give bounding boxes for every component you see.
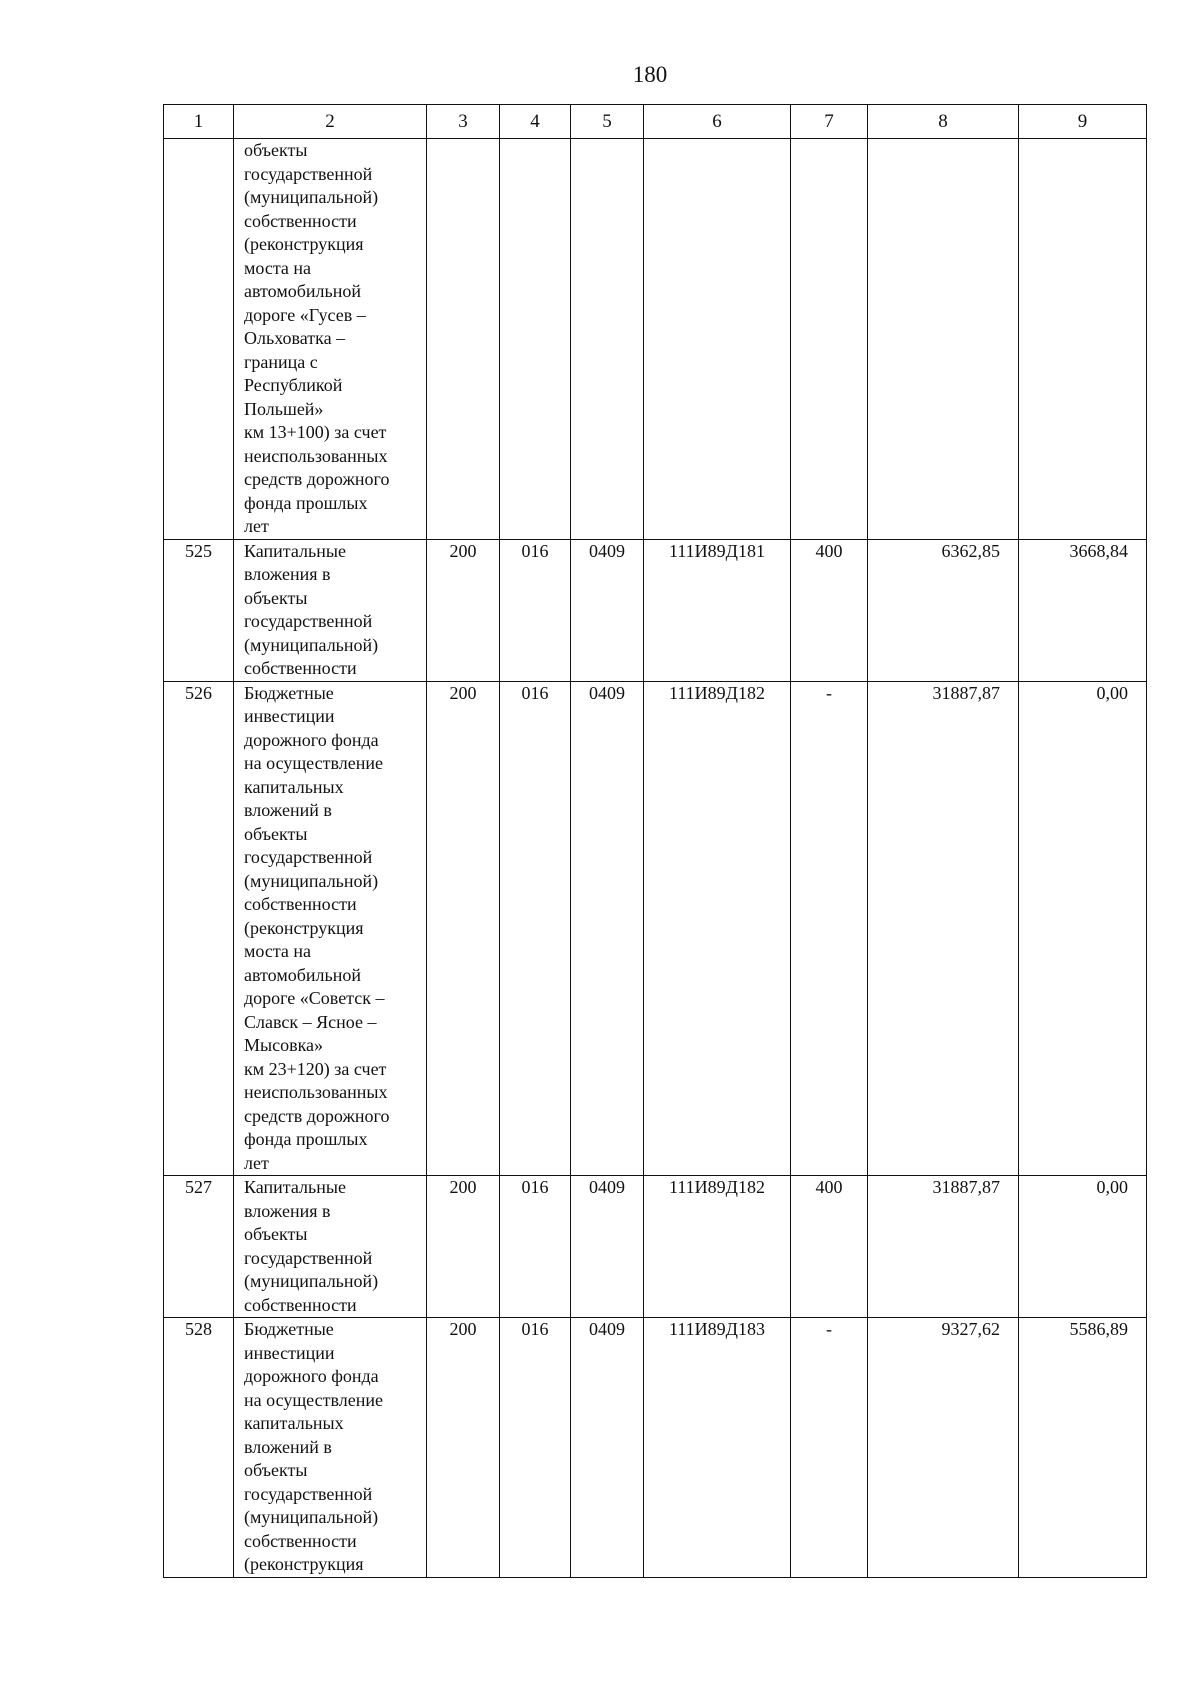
description-line: автомобильной [244, 964, 361, 985]
cell-ministry: 016 [500, 539, 571, 681]
cell-row-number: 527 [164, 1176, 234, 1318]
cell-expense-type [791, 139, 868, 540]
cell-amount-1 [868, 139, 1019, 540]
description-line: объекты [244, 823, 308, 844]
description-line: собственности [244, 210, 357, 231]
cell-amount-1: 9327,62 [868, 1318, 1019, 1578]
budget-table [163, 104, 1147, 1578]
description-line: (реконструкция [244, 234, 364, 254]
description-line: государственной [244, 611, 373, 631]
table-row [164, 539, 1147, 681]
description-line: (муниципальной) [244, 870, 379, 891]
header-col-6: 6 [644, 105, 791, 139]
cell-target-article: 111И89Д181 [644, 539, 791, 681]
cell-section: 200 [427, 681, 500, 1176]
header-col-1: 1 [164, 105, 234, 139]
header-col-7: 7 [791, 105, 868, 139]
cell-section: 200 [427, 1318, 500, 1578]
cell-row-number: 528 [164, 1318, 234, 1578]
description-line: (муниципальной) [244, 634, 379, 655]
description-line: средств дорожного [244, 1105, 390, 1126]
description-line: Славск – Ясное – [244, 1011, 377, 1032]
page-number: 180 [632, 62, 668, 87]
description-line: (муниципальной) [244, 1271, 379, 1291]
cell-ministry [500, 139, 571, 540]
description-line: инвестиции [244, 706, 335, 726]
description-line: Мысовка» [244, 1035, 324, 1055]
description-line: дороге «Советск – [244, 988, 385, 1008]
description-line: дороге «Гусев – [244, 304, 366, 325]
cell-amount-2 [1019, 139, 1147, 540]
description-line: собственности [244, 1294, 357, 1315]
cell-amount-1: 6362,85 [868, 539, 1019, 681]
description-line: Польшей» [244, 398, 324, 419]
cell-row-number [164, 139, 234, 540]
cell-subsection: 0409 [571, 681, 644, 1176]
cell-amount-1: 31887,87 [868, 1176, 1019, 1318]
table-row [164, 139, 1147, 540]
description-line: государственной [244, 847, 373, 867]
cell-description [234, 1318, 427, 1578]
cell-subsection: 0409 [571, 539, 644, 681]
description-line: дорожного фонда [244, 1366, 379, 1386]
description-line: Ольховатка – [244, 328, 346, 348]
cell-description [234, 139, 427, 540]
cell-expense-type: 400 [791, 539, 868, 681]
cell-expense-type: - [791, 681, 868, 1176]
description-line: собственности [244, 658, 357, 678]
description-line: вложения в [244, 1200, 331, 1221]
cell-amount-1: 31887,87 [868, 681, 1019, 1176]
description-line: вложений в [244, 1436, 332, 1457]
description-line: лет [244, 1152, 269, 1173]
cell-section: 200 [427, 539, 500, 681]
description-line: км 13+100) за счет [244, 422, 387, 442]
description-line: на осуществление [244, 1389, 383, 1410]
description-line: Бюджетные [244, 1319, 334, 1339]
description-line: капитальных [244, 776, 344, 797]
description-line: Капитальные [244, 1177, 346, 1197]
header-col-3: 3 [427, 105, 500, 139]
cell-target-article [644, 139, 791, 540]
description-line: лет [244, 516, 269, 536]
description-line: (реконструкция [244, 1554, 364, 1574]
cell-amount-2: 0,00 [1019, 1176, 1147, 1318]
description-line: моста на [244, 257, 312, 278]
table-row [164, 681, 1147, 1176]
table-row [164, 1176, 1147, 1318]
cell-ministry: 016 [500, 1318, 571, 1578]
description-line: собственности [244, 1530, 357, 1551]
cell-row-number: 526 [164, 681, 234, 1176]
description-line: моста на [244, 941, 312, 961]
description-line: Бюджетные [244, 682, 334, 703]
cell-subsection [571, 139, 644, 540]
cell-row-number: 525 [164, 539, 234, 681]
cell-subsection: 0409 [571, 1318, 644, 1578]
description-line: объекты [244, 1224, 308, 1244]
cell-section: 200 [427, 1176, 500, 1318]
description-line: инвестиции [244, 1342, 335, 1363]
description-line: (реконструкция [244, 917, 364, 938]
description-line: дорожного фонда [244, 729, 379, 750]
description-line: Капитальные [244, 540, 346, 561]
description-line: вложения в [244, 564, 331, 584]
description-line: Республикой [244, 375, 343, 395]
description-line: объекты [244, 587, 308, 608]
header-col-8: 8 [868, 105, 1019, 139]
description-line: (муниципальной) [244, 187, 379, 207]
cell-amount-2: 0,00 [1019, 681, 1147, 1176]
cell-amount-2: 3668,84 [1019, 539, 1147, 681]
cell-expense-type: 400 [791, 1176, 868, 1318]
cell-description [234, 1176, 427, 1318]
description-line: фонда прошлых [244, 1129, 368, 1149]
description-line: государственной [244, 163, 373, 184]
description-line: государственной [244, 1483, 373, 1504]
description-line: вложений в [244, 800, 332, 820]
header-col-9: 9 [1019, 105, 1147, 139]
header-col-2: 2 [234, 105, 427, 139]
cell-section [427, 139, 500, 540]
cell-expense-type: - [791, 1318, 868, 1578]
description-line: на осуществление [244, 753, 383, 773]
cell-target-article: 111И89Д182 [644, 1176, 791, 1318]
cell-ministry: 016 [500, 681, 571, 1176]
description-line: государственной [244, 1247, 373, 1268]
description-line: объекты [244, 1460, 308, 1480]
description-line: капитальных [244, 1413, 344, 1433]
description-line: фонда прошлых [244, 492, 368, 513]
cell-description [234, 539, 427, 681]
description-line: объекты [244, 140, 308, 160]
description-line: средств дорожного [244, 469, 390, 489]
cell-description [234, 681, 427, 1176]
cell-target-article: 111И89Д182 [644, 681, 791, 1176]
description-line: неиспользованных [244, 445, 388, 466]
header-col-5: 5 [571, 105, 644, 139]
table-body [164, 139, 1147, 1578]
description-line: км 23+120) за счет [244, 1058, 387, 1079]
table-row [164, 1318, 1147, 1578]
header-col-4: 4 [500, 105, 571, 139]
description-line: граница с [244, 351, 318, 372]
cell-ministry: 016 [500, 1176, 571, 1318]
cell-amount-2: 5586,89 [1019, 1318, 1147, 1578]
description-line: автомобильной [244, 281, 361, 301]
description-line: неиспользованных [244, 1082, 388, 1102]
header-row [164, 105, 1147, 139]
description-line: (муниципальной) [244, 1507, 379, 1527]
cell-target-article: 111И89Д183 [644, 1318, 791, 1578]
cell-subsection: 0409 [571, 1176, 644, 1318]
description-line: собственности [244, 894, 357, 914]
